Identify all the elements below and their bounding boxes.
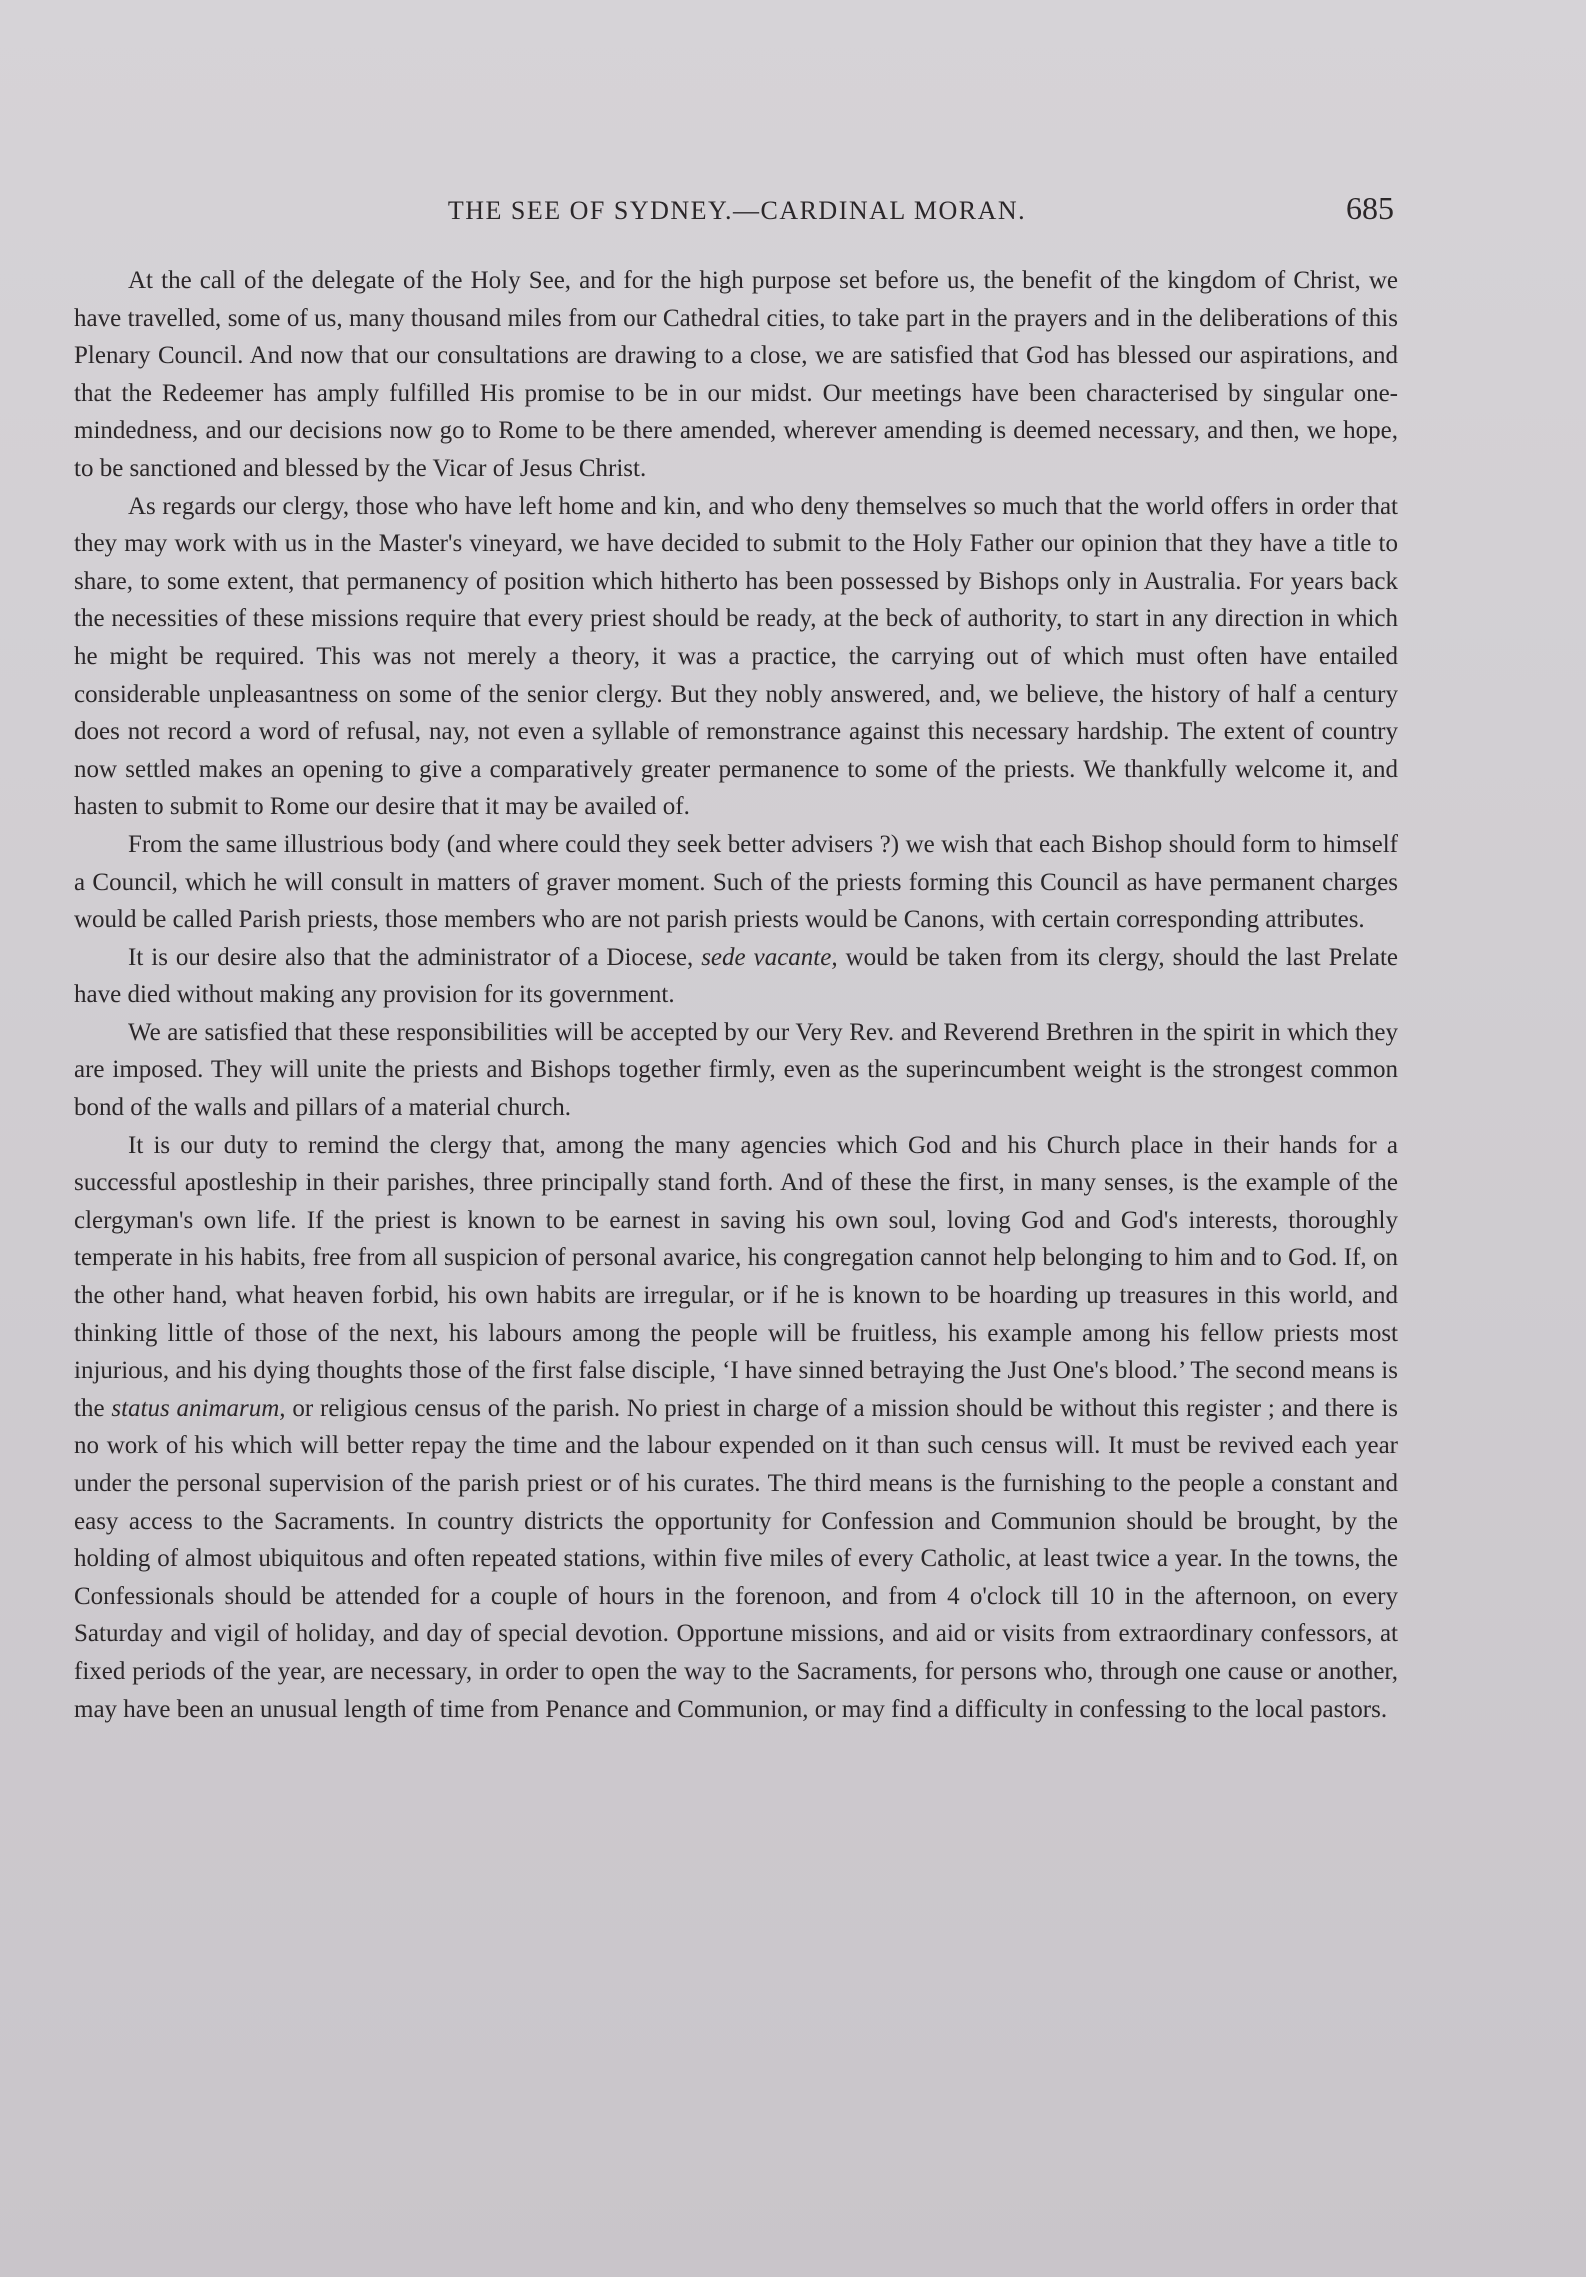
body-text [74,262,1398,1728]
running-header [76,192,1398,232]
running-title: THE SEE OF SYDNEY.—CARDINAL MORAN. [447,196,1027,225]
paragraph-administrator [74,939,1398,1014]
paragraph-clergy-permanency: As regards our clergy, those who have left home and kin, and who deny themselves so much that the world offers in order that they may work with us in the Master's vineyard, we have decided to submit to the Holy Father our opinion that they have a title to share, to some extent, that permanency of position which hitherto has been possessed by Bishops only in Australia. For years back the necessities of these missions require that every priest should be ready, at the beck of authority, to start in any direction in which he might be required. This was not merely a theory, it was a practice, the carrying out of which must often have entailed considerable unpleasantness on some of the senior clergy. But they nobly answered, and, we believe, the history of half a century does not record a word of refusal, nay, not even a syllable of remonstrance against this necessary hardship. The extent of country now settled makes an opening to give a comparatively greater permanence to some of the priests. We thankfully welcome it, and hasten to submit to Rome our desire that it may be availed of. [74,492,1398,821]
paragraph-clergy-duty [74,1127,1398,1729]
text-segment: It is our desire also that the administrator of a Diocese, [128,943,702,971]
paragraph-bishop-council: From the same illustrious body (and where could they seek better advisers ?) we wish that each Bishop should form to himself a Council, which he will consult in matters of graver moment. Such of the priests forming this Council as have permanent charges would be called Parish priests, those members who are not parish priests would be Canons, with certain corresponding attributes. [74,830,1398,934]
text-segment: or religious census of the parish. No priest in charge of a mission should be without this register ; and there is no work of his which will better repay the time and the labour expended on it than such census will. It must be revived each year under the personal supervision of the parish priest or of his curates. The third means is the furnishing to the people a constant and easy access to the Sacraments. In country districts the opportunity for Confession and Communion should be brought, by the holding of almost ubiquitous and often repeated stations, within five miles of every Catholic, at least twice a year. In the towns, the Confessionals should be attended for a couple of hours in the forenoon, and from 4 o'clock till 10 in the afternoon, on every Saturday and vigil of holiday, and day of special devotion. Opportune missions, and aid or visits from extraordinary confessors, at fixed periods of the year, are necessary, in order to open the way to the Sacraments, for persons who, through one cause or another, may have been an unusual length of time from Penance and Communion, or may find a difficulty in confessing to the local pastors. [74,1394,1398,1723]
italic-phrase: status animarum, [111,1394,286,1422]
paragraph-responsibilities: We are satisfied that these responsibilities will be accepted by our Very Rev. and Reverend Brethren in the spirit in which they are imposed. They will unite the priests and Bishops together firmly, even as the superincumbent weight is the strongest common bond of the walls and pillars of a material church. [74,1018,1398,1122]
page-number: 685 [1346,190,1394,226]
paragraph-council-travel: At the call of the delegate of the Holy See, and for the high purpose set before us, the benefit of the kingdom of Christ, we have travelled, some of us, many thousand miles from our Cathedral cities, to take part in the prayers and in the deliberations of this Plenary Council. And now that our consultations are drawing to a close, we are satisfied that God has blessed our aspirations, and that the Redeemer has amply fulfilled His promise to be in our midst. Our meetings have been characterised by singular one-mindedness, and our decisions now go to Rome to be there amended, wherever amending is deemed necessary, and then, we hope, to be sanctioned and blessed by the Vicar of Jesus Christ. [74,267,1398,482]
text-segment: would be taken from its clergy, should the last Prelate have died without making any provision for its government. [74,943,1398,1009]
italic-phrase: sede vacante, [701,943,838,971]
text-segment: It is our duty to remind the clergy that, among the many agencies which God and his Church place in their hands for a successful apostleship in their parishes, three principally stand forth. And of these the first, in many senses, is the example of the clergyman's own life. If the priest is known to be earnest in saving his own soul, loving God and God's interests, thoroughly temperate in his habits, free from all suspicion of personal avarice, his congregation cannot help belonging to him and to God. If, on the other hand, what heaven forbid, his own habits are irregular, or if he is known to be hoarding up treasures in this world, and thinking little of those of the next, his labours among the people will be fruitless, his example among his fellow priests most injurious, and his dying thoughts those of the first false disciple, ‘I have sinned betraying the Just One's blood.’ The second means is the [74,1131,1398,1422]
